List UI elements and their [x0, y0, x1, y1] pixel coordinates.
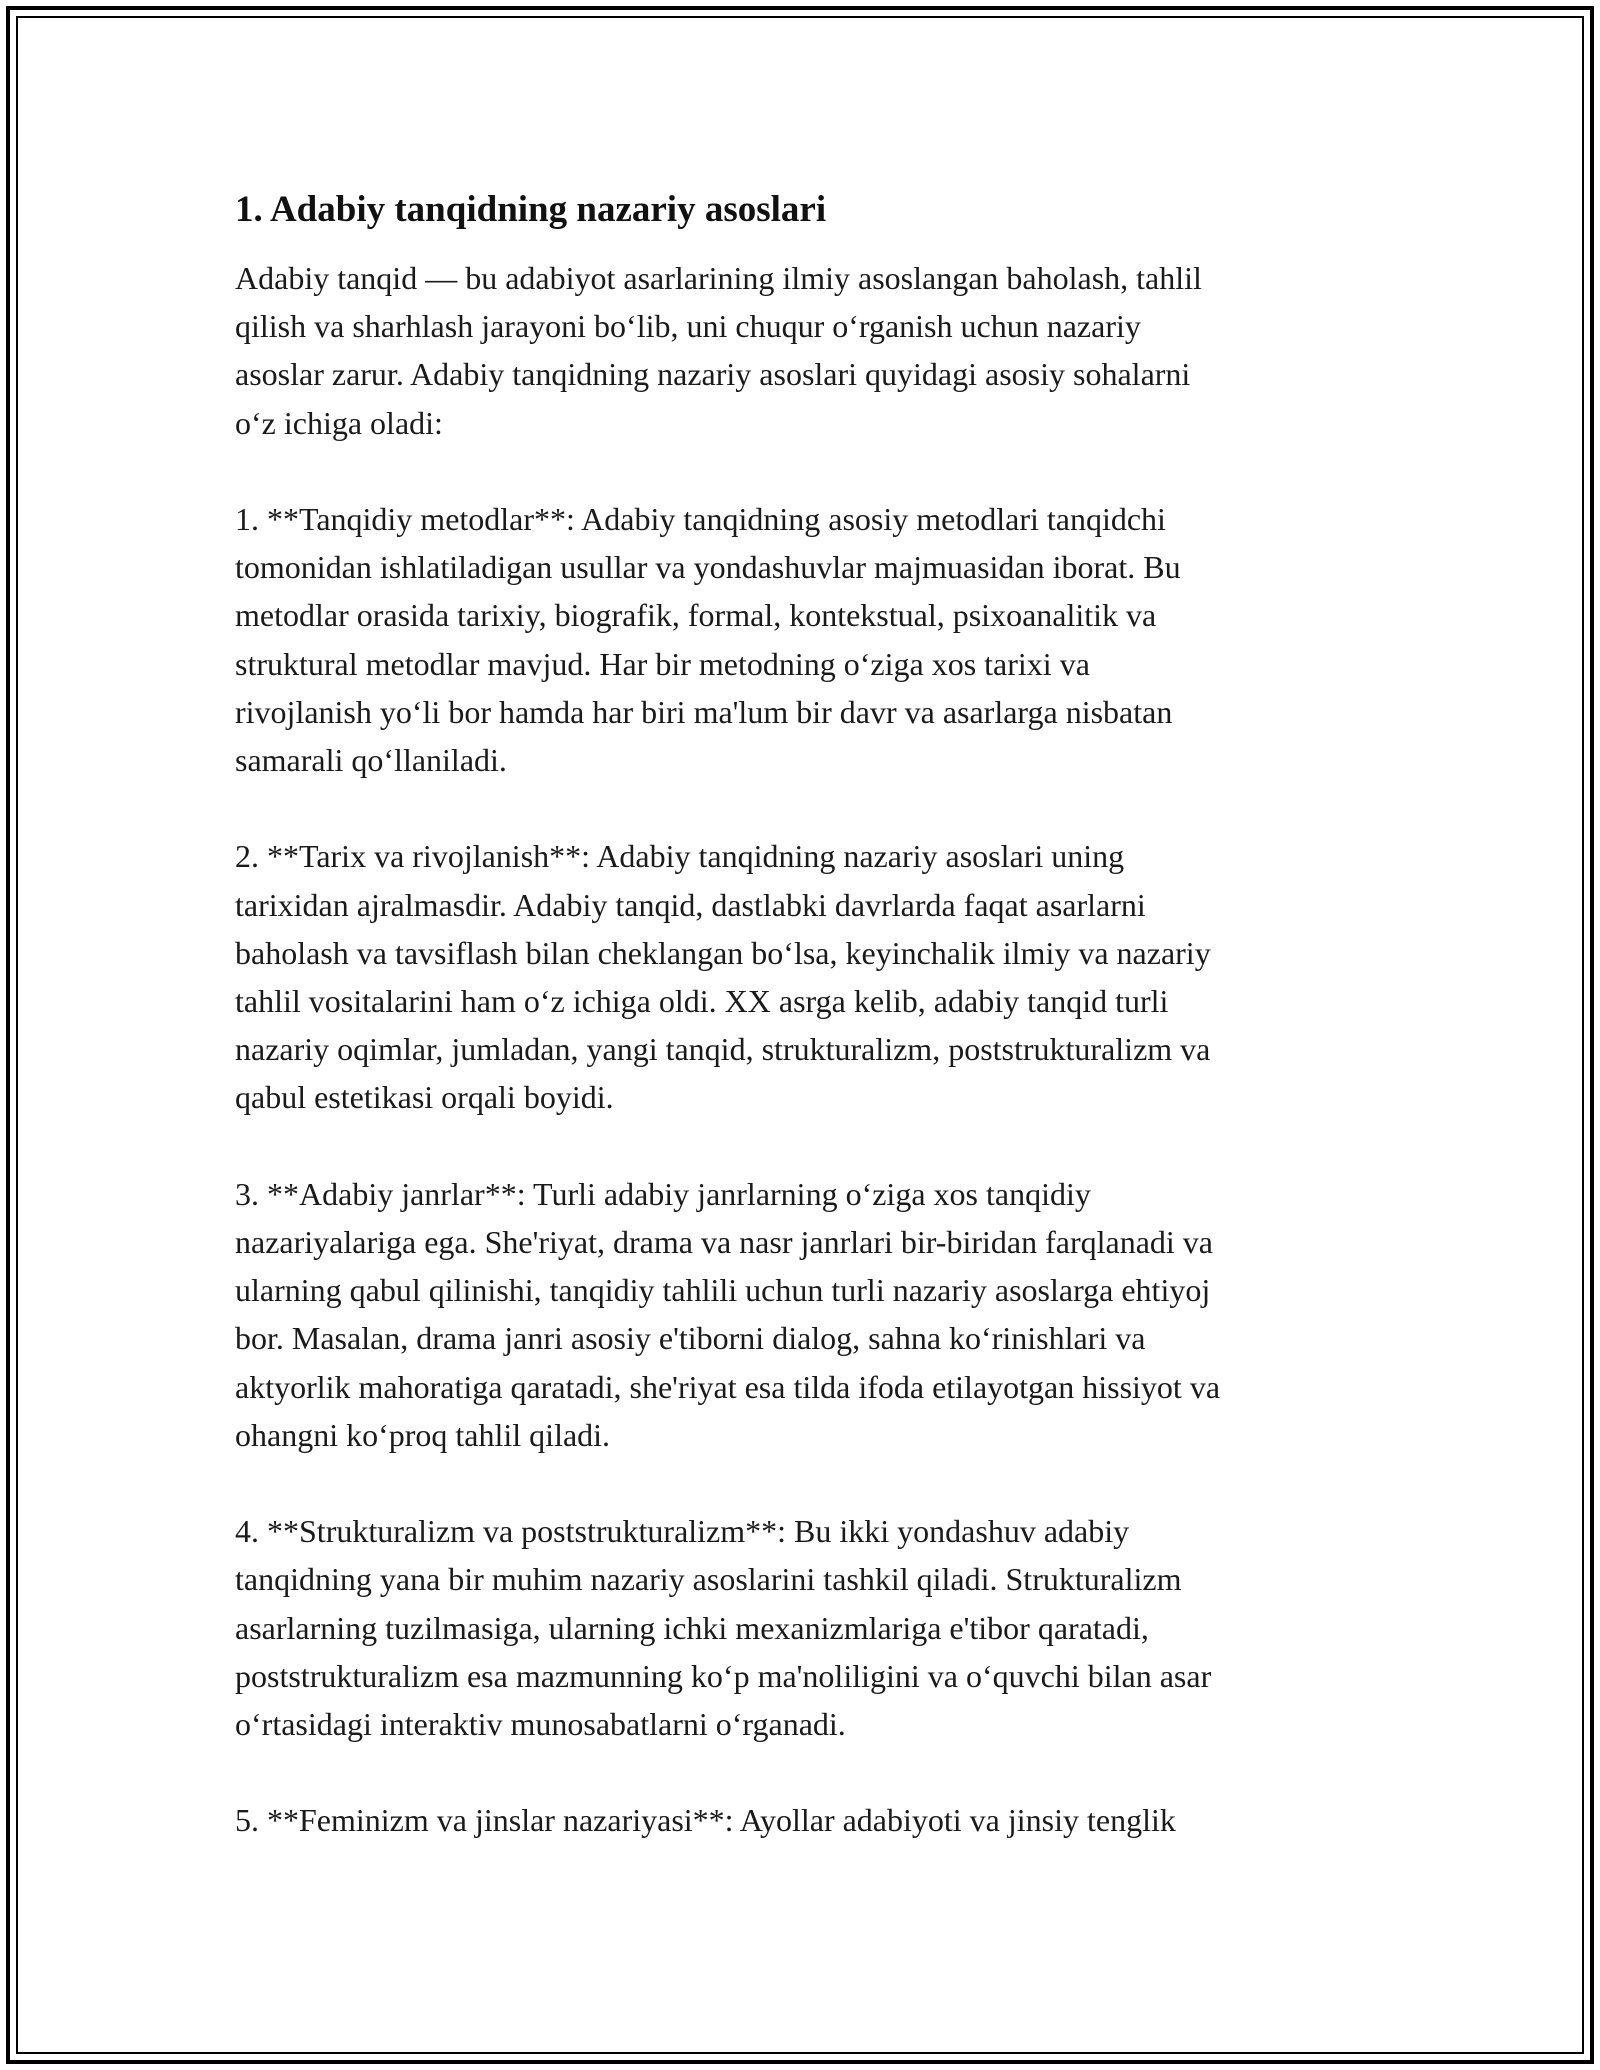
paragraph-item-3 — [235, 1170, 1375, 1459]
text-line: qilish va sharhlash jarayoni bo‘lib, uni chuqur o‘rganish uchun nazariy — [235, 308, 1141, 345]
paragraph-item-5 — [235, 1796, 1375, 1844]
text-line: nazariy oqimlar, jumladan, yangi tanqid, strukturalizm, poststrukturalizm va — [235, 1031, 1211, 1068]
text-line: samarali qo‘llaniladi. — [235, 742, 507, 779]
text-line: ularning qabul qilinishi, tanqidiy tahlili uchun turli nazariy asoslarga ehtiyoj — [235, 1272, 1211, 1309]
text-line: 1. **Tanqidiy metodlar**: Adabiy tanqidning asosiy metodlari tanqidchi — [235, 501, 1166, 537]
text-line: 2. **Tarix va rivojlanish**: Adabiy tanqidning nazariy asoslari uning — [235, 838, 1125, 875]
text-line: tahlil vositalarini ham o‘z ichiga oldi. XX asrga kelib, adabiy tanqid turli — [235, 983, 1169, 1020]
text-line: o‘rtasidagi interaktiv munosabatlarni o‘rganadi. — [235, 1706, 846, 1743]
text-line: poststrukturalizm esa mazmunning ko‘p ma'noliligini va o‘quvchi bilan asar — [235, 1657, 1212, 1694]
text-line: asarlarning tuzilmasiga, ularning ichki mexanizmlariga e'tibor qaratadi, — [235, 1609, 1149, 1646]
text-line: ohangni ko‘proq tahlil qiladi. — [235, 1416, 611, 1453]
paragraph-item-4 — [235, 1507, 1375, 1748]
text-line: asoslar zarur. Adabiy tanqidning nazariy asoslari quyidagi asosiy sohalarni — [235, 356, 1191, 393]
text-line: 5. **Feminizm va jinslar nazariyasi**: Ayollar adabiyoti va jinsiy tenglik — [235, 1802, 1176, 1839]
text-line: 4. **Strukturalizm va poststrukturalizm**: Bu ikki yondashuv adabiy — [235, 1513, 1130, 1550]
text-line: tanqidning yana bir muhim nazariy asoslarini tashkil qiladi. Strukturalizm — [235, 1561, 1182, 1598]
section-title: 1. Adabiy tanqidning nazariy asoslari — [235, 189, 827, 230]
document-body — [235, 186, 1375, 1893]
paragraph-intro — [235, 254, 1375, 447]
text-line: tomonidan ishlatiladigan usullar va yondashuvlar majmuasidan iborat. Bu — [235, 549, 1181, 586]
text-line: metodlar orasida tarixiy, biografik, formal, kontekstual, psixoanalitik va — [235, 597, 1157, 634]
paragraph-item-2 — [235, 832, 1375, 1121]
text-line: nazariyalariga ega. She'riyat, drama va nasr janrlari bir-biridan farqlanadi va — [235, 1224, 1213, 1261]
text-line: qabul estetikasi orqali boyidi. — [235, 1079, 614, 1116]
text-line: Adabiy tanqid — bu adabiyot asarlarining ilmiy asoslangan baholash, tahlil — [235, 260, 1202, 296]
text-line: bor. Masalan, drama janri asosiy e'tiborni dialog, sahna ko‘rinishlari va — [235, 1320, 1146, 1357]
text-line: aktyorlik mahoratiga qaratadi, she'riyat esa tilda ifoda etilayotgan hissiyot va — [235, 1368, 1221, 1405]
text-line: tarixidan ajralmasdir. Adabiy tanqid, dastlabki davrlarda faqat asarlarni — [235, 886, 1146, 923]
text-line: rivojlanish yo‘li bor hamda har biri ma'lum bir davr va asarlarga nisbatan — [235, 693, 1173, 730]
text-line: struktural metodlar mavjud. Har bir metodning o‘ziga xos tarixi va — [235, 645, 1090, 682]
paragraph-item-1 — [235, 495, 1375, 784]
text-line: o‘z ichiga oladi: — [235, 404, 443, 441]
text-line: 3. **Adabiy janrlar**: Turli adabiy janrlarning o‘ziga xos tanqidiy — [235, 1175, 1091, 1212]
text-line: baholash va tavsiflash bilan cheklangan bo‘lsa, keyinchalik ilmiy va nazariy — [235, 934, 1211, 971]
